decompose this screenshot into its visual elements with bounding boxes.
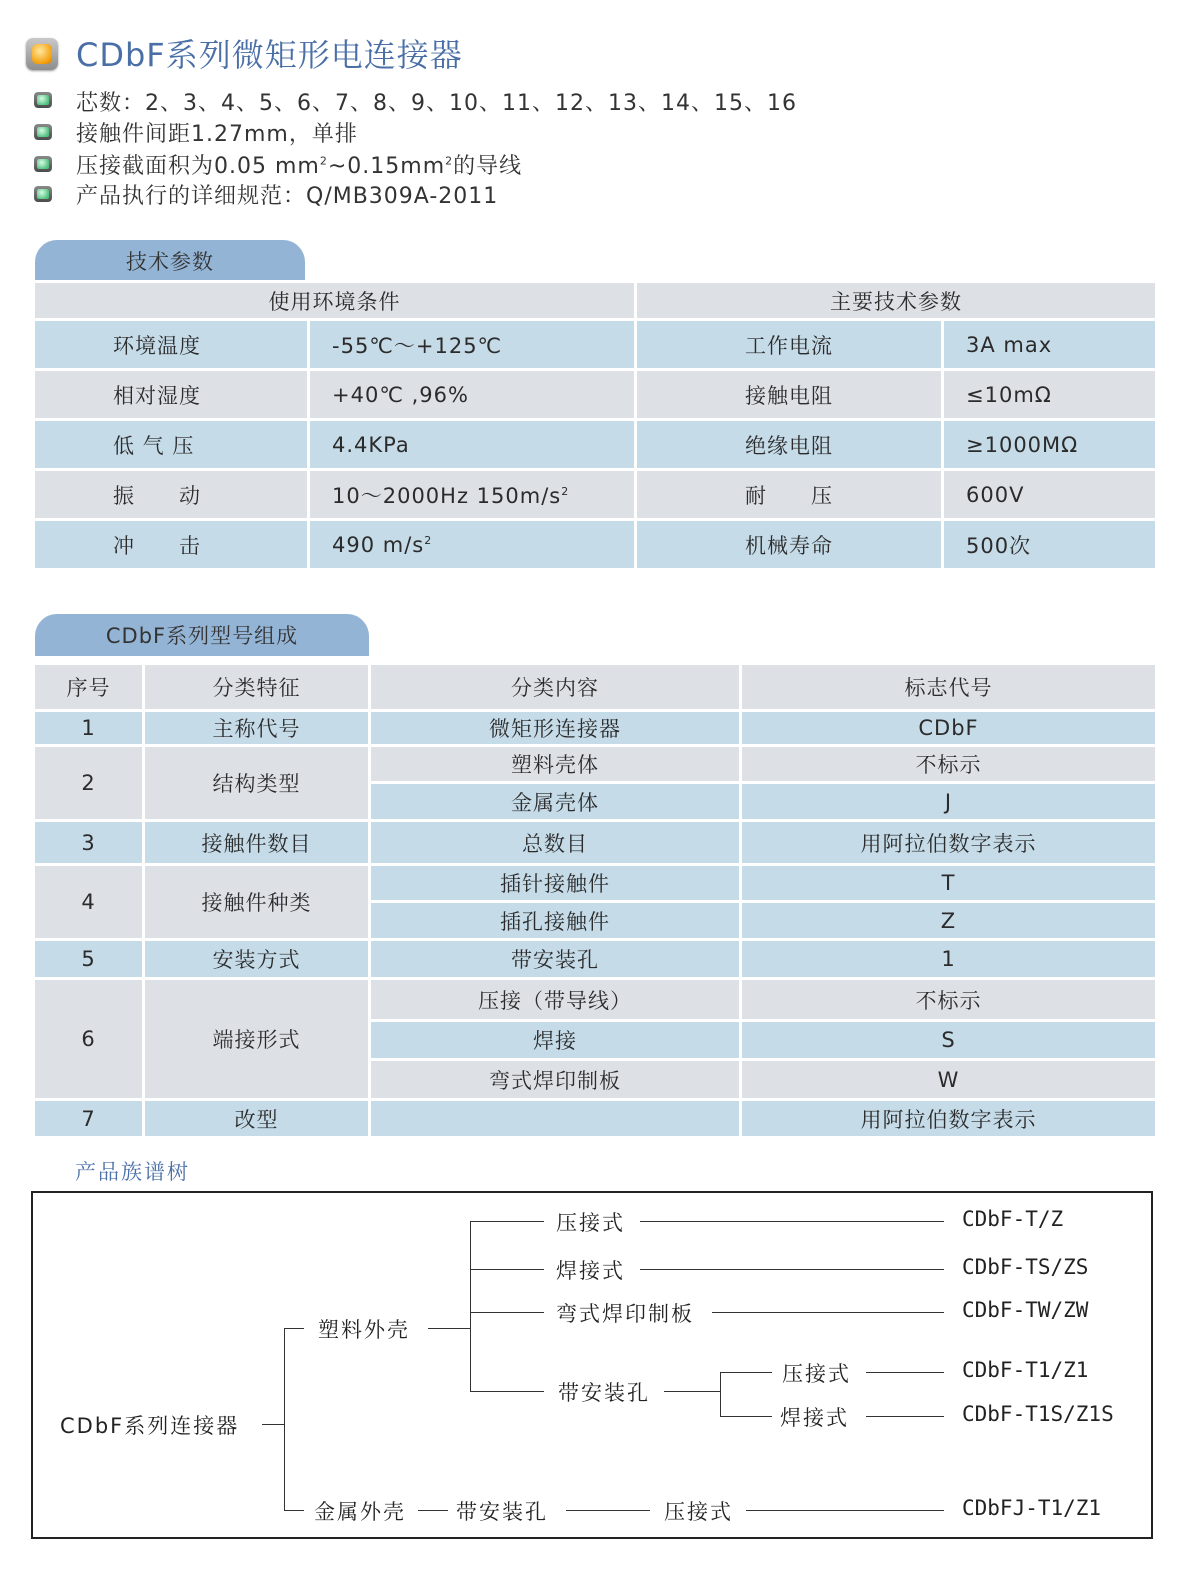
tree-crimp: 压接式 bbox=[556, 1207, 625, 1237]
row-code: T bbox=[741, 865, 1157, 902]
tree-metal-crimp: 压接式 bbox=[664, 1496, 733, 1526]
feature-spec: 产品执行的详细规范：Q/MB309A-2011 bbox=[76, 184, 499, 209]
row-code: J bbox=[741, 783, 1157, 821]
tree-line bbox=[664, 1391, 720, 1392]
main-value: ≥1000MΩ bbox=[943, 420, 1157, 470]
tree-line bbox=[470, 1221, 471, 1391]
bullet-icon bbox=[34, 92, 52, 108]
tree-line bbox=[720, 1372, 721, 1416]
row-content: 压接（带导线） bbox=[370, 979, 741, 1021]
row-no: 2 bbox=[34, 746, 144, 821]
row-content: 塑料壳体 bbox=[370, 746, 741, 783]
env-label: 冲 击 bbox=[34, 520, 309, 570]
tree-metal-shell: 金属外壳 bbox=[314, 1496, 406, 1526]
row-feature: 安装方式 bbox=[144, 940, 370, 979]
main-label: 机械寿命 bbox=[636, 520, 943, 570]
env-value: 4.4KPa bbox=[309, 420, 636, 470]
tree-solder: 焊接式 bbox=[556, 1255, 625, 1285]
row-code: W bbox=[741, 1060, 1157, 1100]
main-label: 工作电流 bbox=[636, 320, 943, 370]
row-code: 用阿拉伯数字表示 bbox=[741, 821, 1157, 865]
main-value: 3A max bbox=[943, 320, 1157, 370]
tree-line bbox=[262, 1424, 284, 1425]
env-value: -55℃～+125℃ bbox=[309, 320, 636, 370]
row-content: 插孔接触件 bbox=[370, 902, 741, 940]
tree-line bbox=[746, 1510, 944, 1511]
tree-plastic-shell: 塑料外壳 bbox=[318, 1314, 410, 1344]
row-no: 4 bbox=[34, 865, 144, 940]
row-code: 1 bbox=[741, 940, 1157, 979]
row-no: 5 bbox=[34, 940, 144, 979]
bullet-icon bbox=[34, 124, 52, 140]
row-code: 不标示 bbox=[741, 746, 1157, 783]
tech-params-tab: 技术参数 bbox=[35, 240, 305, 282]
tree-line bbox=[470, 1312, 544, 1313]
tree-line bbox=[566, 1510, 650, 1511]
feature-pitch: 接触件间距1.27mm，单排 bbox=[76, 122, 358, 147]
main-header: 主要技术参数 bbox=[636, 282, 1157, 320]
model-composition-table bbox=[32, 662, 1158, 1139]
family-tree-title: 产品族谱树 bbox=[75, 1160, 190, 1184]
row-feature: 改型 bbox=[144, 1100, 370, 1138]
header-content: 分类内容 bbox=[370, 664, 741, 711]
main-label: 耐 压 bbox=[636, 470, 943, 520]
code-solder: CDbF-TS/ZS bbox=[962, 1255, 1089, 1279]
row-no: 7 bbox=[34, 1100, 144, 1138]
main-value: 600V bbox=[943, 470, 1157, 520]
tree-mount-solder: 焊接式 bbox=[780, 1402, 849, 1432]
row-content: 总数目 bbox=[370, 821, 741, 865]
main-value: ≤10mΩ bbox=[943, 370, 1157, 420]
row-feature: 端接形式 bbox=[144, 979, 370, 1100]
tree-mount-hole: 带安装孔 bbox=[558, 1377, 650, 1407]
env-value: +40℃ ,96% bbox=[309, 370, 636, 420]
tree-line bbox=[712, 1312, 944, 1313]
env-label: 环境温度 bbox=[34, 320, 309, 370]
tree-line bbox=[284, 1328, 285, 1510]
tree-line bbox=[720, 1372, 772, 1373]
env-label: 振 动 bbox=[34, 470, 309, 520]
row-content bbox=[370, 1100, 741, 1138]
model-composition-tab: CDbF系列型号组成 bbox=[35, 614, 369, 656]
row-feature: 结构类型 bbox=[144, 746, 370, 821]
tree-line bbox=[866, 1416, 944, 1417]
bullet-icon bbox=[34, 156, 52, 172]
header-no: 序号 bbox=[34, 664, 144, 711]
tree-line bbox=[284, 1510, 304, 1511]
tree-line bbox=[284, 1328, 304, 1329]
feature-wire-section: 压接截面积为0.05 $mm^2\sim 0.15mm^2$的导线 bbox=[76, 154, 523, 179]
env-label: 低 气 压 bbox=[34, 420, 309, 470]
title-icon bbox=[26, 38, 58, 70]
tree-line bbox=[640, 1269, 944, 1270]
env-header: 使用环境条件 bbox=[34, 282, 636, 320]
tree-mount-crimp: 压接式 bbox=[782, 1358, 851, 1388]
row-code: Z bbox=[741, 902, 1157, 940]
main-label: 绝缘电阻 bbox=[636, 420, 943, 470]
row-content: 插针接触件 bbox=[370, 865, 741, 902]
code-metal: CDbFJ-T1/Z1 bbox=[962, 1496, 1102, 1520]
env-value: 10～2000Hz $150m/s^2$ bbox=[309, 470, 636, 520]
row-code: S bbox=[741, 1021, 1157, 1060]
row-no: 3 bbox=[34, 821, 144, 865]
tree-line bbox=[470, 1221, 544, 1222]
tree-root: CDbF系列连接器 bbox=[60, 1410, 239, 1440]
code-crimp: CDbF-T/Z bbox=[962, 1207, 1064, 1231]
code-mount-solder: CDbF-T1S/Z1S bbox=[962, 1402, 1114, 1426]
tree-line bbox=[428, 1328, 470, 1329]
code-bent: CDbF-TW/ZW bbox=[962, 1298, 1089, 1322]
main-label: 接触电阻 bbox=[636, 370, 943, 420]
row-code: 不标示 bbox=[741, 979, 1157, 1021]
tree-line bbox=[866, 1372, 944, 1373]
env-label: 相对湿度 bbox=[34, 370, 309, 420]
header-code: 标志代号 bbox=[741, 664, 1157, 711]
row-content: 带安装孔 bbox=[370, 940, 741, 979]
row-no: 6 bbox=[34, 979, 144, 1100]
row-no: 1 bbox=[34, 711, 144, 746]
code-mount-crimp: CDbF-T1/Z1 bbox=[962, 1358, 1089, 1382]
tree-metal-mount-hole: 带安装孔 bbox=[456, 1496, 548, 1526]
tree-line bbox=[418, 1510, 448, 1511]
feature-pin-count: 芯数：2、3、4、5、6、7、8、9、10、11、12、13、14、15、16 bbox=[76, 91, 797, 116]
tree-line bbox=[470, 1391, 544, 1392]
env-value: 490 $m/s^2$ bbox=[309, 520, 636, 570]
row-code: 用阿拉伯数字表示 bbox=[741, 1100, 1157, 1138]
header-feature: 分类特征 bbox=[144, 664, 370, 711]
row-content: 弯式焊印制板 bbox=[370, 1060, 741, 1100]
row-content: 微矩形连接器 bbox=[370, 711, 741, 746]
main-value: 500次 bbox=[943, 520, 1157, 570]
row-content: 金属壳体 bbox=[370, 783, 741, 821]
row-feature: 主称代号 bbox=[144, 711, 370, 746]
tree-bent-pcb: 弯式焊印制板 bbox=[556, 1298, 694, 1328]
row-content: 焊接 bbox=[370, 1021, 741, 1060]
tree-line bbox=[720, 1416, 772, 1417]
tree-line bbox=[470, 1269, 544, 1270]
row-feature: 接触件数目 bbox=[144, 821, 370, 865]
row-code: CDbF bbox=[741, 711, 1157, 746]
bullet-icon bbox=[34, 186, 52, 202]
tech-params-table bbox=[32, 280, 1158, 571]
page-title: CDbF系列微矩形电连接器 bbox=[76, 36, 463, 74]
tree-line bbox=[640, 1221, 944, 1222]
row-feature: 接触件种类 bbox=[144, 865, 370, 940]
